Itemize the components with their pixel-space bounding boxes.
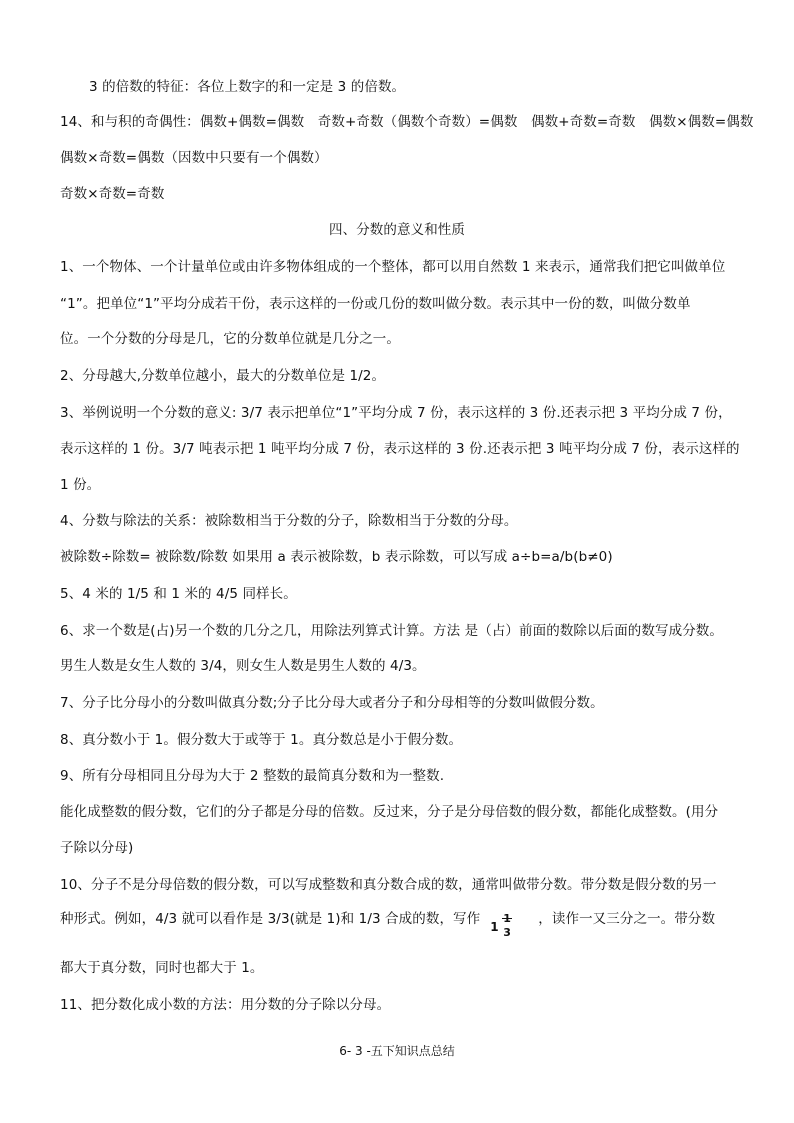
mixed-number-whole: 1 (490, 920, 499, 934)
text-segment: ，读作一又三分之一。带分数 (538, 911, 716, 927)
text-line: 子除以分母) (60, 840, 134, 856)
text-segment: 种形式。例如，4/3 就可以看作是 3/3(就是 1)和 1/3 合成的数，写作 (60, 911, 481, 927)
text-line: 6、求一个数是(占)另一个数的几分之几，用除法列算式计算。方法 是（占）前面的数除以后面的数写成分数。 (60, 623, 724, 639)
text-line: 3、举例说明一个分数的意义: 3/7 表示把单位“1”平均分成 7 份，表示这样的 3 份.还表示把 3 平均分成 7 份， (60, 405, 732, 421)
text-line: 都大于真分数，同时也都大于 1。 (60, 960, 264, 976)
text-line: 奇数×奇数=奇数 (60, 186, 165, 202)
text-line: 男生人数是女生人数的 3/4，则女生人数是男生人数的 4/3。 (60, 658, 426, 674)
text-line: 8、真分数小于 1。假分数大于或等于 1。真分数总是小于假分数。 (60, 732, 463, 748)
text-line: 被除数÷除数= 被除数/除数 如果用 a 表示被除数，b 表示除数，可以写成 a÷b=a/b(b≠0) (60, 549, 613, 565)
page-footer: 6- 3 -五下知识点总结 (339, 1044, 455, 1058)
mixed-number (484, 904, 534, 939)
text-line: 4、分数与除法的关系：被除数相当于分数的分子，除数相当于分数的分母。 (60, 513, 518, 529)
text-line: 偶数×奇数=偶数（因数中只要有一个偶数） (60, 150, 328, 166)
text-line: 11、把分数化成小数的方法：用分数的分子除以分母。 (60, 997, 391, 1013)
text-line: 7、分子比分母小的分数叫做真分数;分子比分母大或者分子和分母相等的分数叫做假分数。 (60, 695, 604, 711)
text-line: “1”。把单位“1”平均分成若干份，表示这样的一份或几份的数叫做分数。表示其中一份的数，叫做分数单 (60, 296, 691, 312)
text-line: 5、4 米的 1/5 和 1 米的 4/5 同样长。 (60, 586, 297, 602)
text-line: 表示这样的 1 份。3/7 吨表示把 1 吨平均分成 7 份，表示这样的 3 份.还表示把 3 吨平均分成 7 份，表示这样的 (60, 441, 740, 457)
text-line: 1 份。 (60, 477, 101, 493)
text-line: 位。一个分数的分母是几，它的分数单位就是几分之一。 (60, 331, 400, 347)
section-heading: 四、分数的意义和性质 (329, 222, 465, 238)
text-line: 9、所有分母相同且分母为大于 2 整数的最简真分数和为一整数. (60, 768, 445, 784)
text-line: 3 的倍数的特征：各位上数字的和一定是 3 的倍数。 (89, 79, 406, 95)
mixed-number-denominator: 3 (503, 926, 512, 939)
text-line: 1、一个物体、一个计量单位或由许多物体组成的一个整体，都可以用自然数 1 来表示，通常我们把它叫做单位 (60, 259, 726, 275)
text-line-mixed-number (60, 904, 740, 939)
text-line: 2、分母越大,分数单位越小，最大的分数单位是 1/2。 (60, 368, 386, 384)
text-line: 14、和与积的奇偶性：偶数+偶数=偶数 奇数+奇数（偶数个奇数）=偶数 偶数+奇数=奇数 偶数×偶数=偶数 (60, 114, 754, 130)
text-line: 能化成整数的假分数，它们的分子都是分母的倍数。反过来，分子是分母倍数的假分数，都能化成整数。(用分 (60, 804, 719, 820)
text-line: 10、分子不是分母倍数的假分数，可以写成整数和真分数合成的数，通常叫做带分数。带分数是假分数的另一 (60, 877, 717, 893)
